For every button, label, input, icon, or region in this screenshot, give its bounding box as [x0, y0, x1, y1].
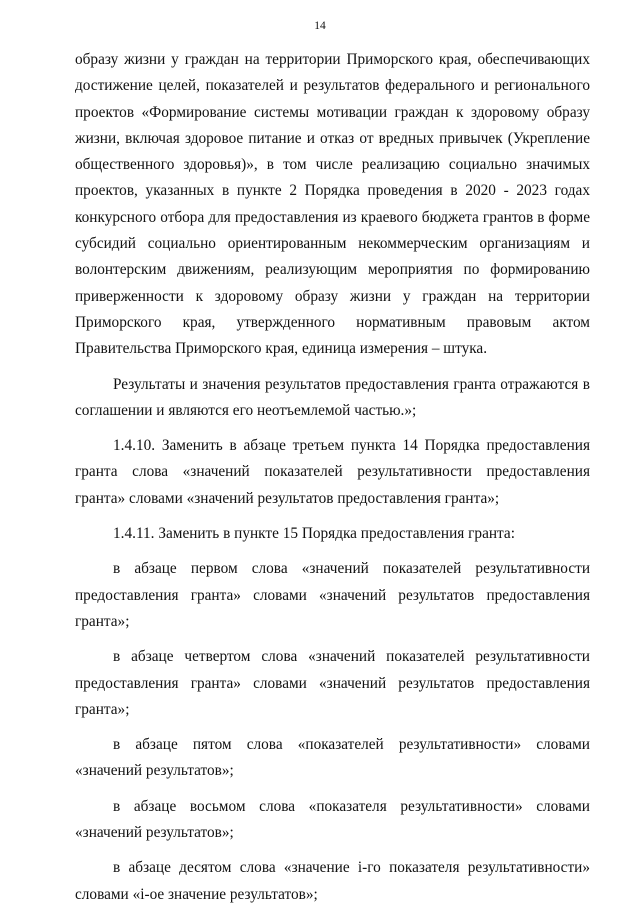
paragraph-fifth-abzats: в абзаце пятом слова «показателей результативности» словами «значений результатов»; — [75, 736, 590, 780]
paragraph-results: Результаты и значения результатов предоставления гранта отражаются в соглашении и являются его неотъемлемой частью.»; — [75, 375, 590, 419]
paragraph-fourth-abzats: в абзаце четвертом слова «значений показателей результативности предоставления гранта» словами «значений результатов предоставления гранта»; — [75, 648, 590, 718]
paragraph-first-abzats: в абзаце первом слова «значений показателей результативности предоставления гранта» словами «значений результатов предоставления гранта»; — [75, 560, 590, 630]
paragraph-eighth-abzats: в абзаце восьмом слова «показателя результативности» словами «значений результатов»; — [75, 797, 590, 842]
paragraph-item-1-4-11: 1.4.11. Заменить в пункте 15 Порядка предоставления гранта: — [113, 525, 515, 543]
paragraph-continuation: образу жизни у граждан на территории Приморского края, обеспечивающих достижение целей, показателей и результатов федерального и регионального проектов «Формирование системы мотивации граждан к здоровому образу жизни, включая здоровое питание и отказ от вредных привычек (Укрепление общественного здоровья)», в том числе реализацию социально значимых проектов, указанных в пункте 2 Порядка проведения в 2020 - 2023 годах конкурсного отбора для предоставления из краевого бюджета грантов в форме субсидий социально ориентированным некоммерческим организациям и волонтерским движениям, реализующим мероприятия по формированию приверженности к здоровому образу жизни у граждан на территории Приморского края, утвержденного нормативным правовым актом Правительства Приморского края, единица измерения – штука. — [75, 51, 590, 358]
paragraph-tenth-abzats: в абзаце десятом слова «значение i-го показателя результативности» словами «i-ое значение результатов»; — [75, 859, 590, 903]
paragraph-item-1-4-10: 1.4.10. Заменить в абзаце третьем пункта 14 Порядка предоставления гранта слова «значений показателей результативности предоставления гранта» словами «значений результатов предоставления гранта»; — [75, 437, 590, 507]
document-body — [75, 47, 590, 917]
page-number: 14 — [314, 20, 326, 32]
